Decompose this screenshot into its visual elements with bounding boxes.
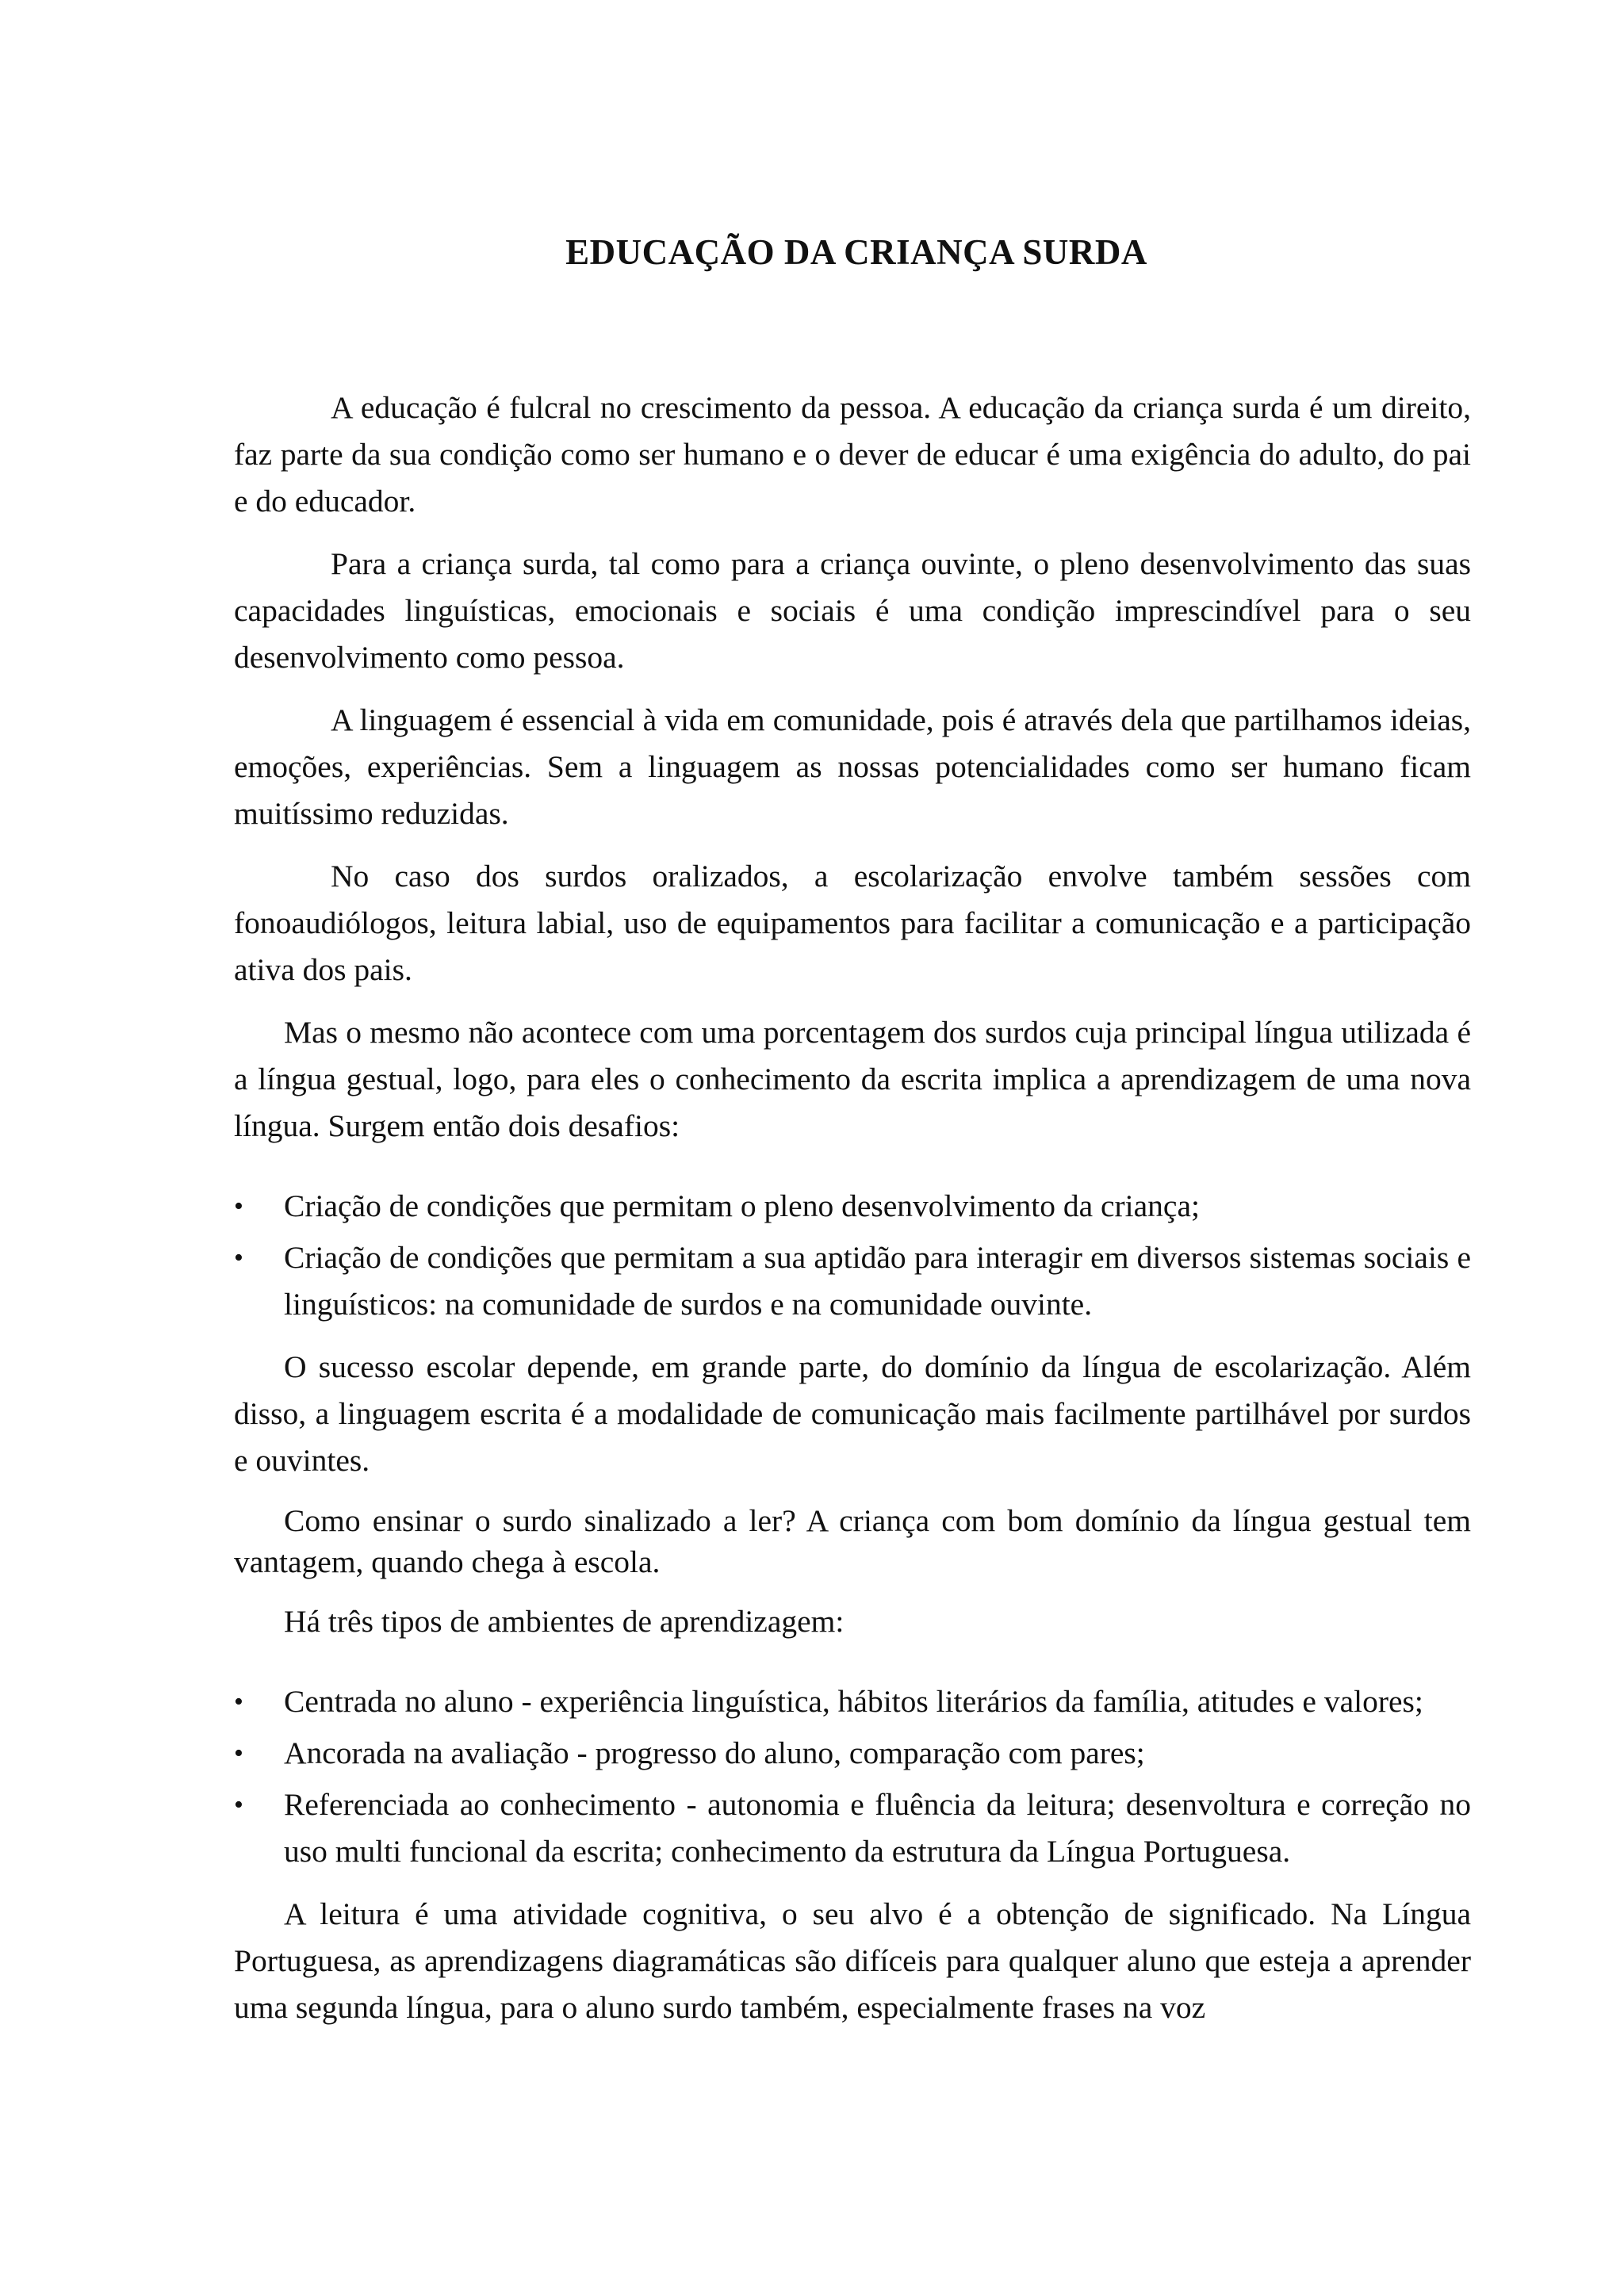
list-item-environment-2 bbox=[234, 1730, 1471, 1777]
bullet-icon: • bbox=[234, 1790, 243, 1820]
paragraph-sign-language-users: Mas o mesmo não acontece com uma porcentagem dos surdos cuja principal língua utilizada é a língua gestual, logo, para eles o conhecimento da escrita implica a aprendizagem de uma nova língua. Surgem então dois desafios: bbox=[234, 1015, 1471, 1143]
list-item-challenge-1 bbox=[234, 1183, 1471, 1230]
challenges-list bbox=[234, 1183, 1471, 1328]
list-item-text: Criação de condições que permitam a sua aptidão para interagir em diversos sistemas sociais e linguísticos: na comunidade de surdos e na comunidade ouvinte. bbox=[284, 1240, 1471, 1322]
paragraph-reading-cognitive: A leitura é uma atividade cognitiva, o seu alvo é a obtenção de significado. Na Língua Portuguesa, as aprendizagens diagramáticas são difíceis para qualquer aluno que esteja a aprender uma segunda língua, para o aluno surdo também, especialmente frases na voz bbox=[234, 1896, 1471, 2025]
bullet-icon: • bbox=[234, 1739, 243, 1768]
paragraph-oralized-deaf: No caso dos surdos oralizados, a escolarização envolve também sessões com fonoaudiólogos, leitura labial, uso de equipamentos para facilitar a comunicação e a participação ativa dos pais. bbox=[234, 859, 1471, 987]
list-item-text: Criação de condições que permitam o pleno desenvolvimento da criança; bbox=[284, 1188, 1200, 1223]
bullet-icon: • bbox=[234, 1192, 243, 1221]
paragraph-school-success: O sucesso escolar depende, em grande parte, do domínio da língua de escolarização. Além disso, a linguagem escrita é a modalidade de comunicação mais facilmente partilhável por surdos e ouvintes. bbox=[234, 1349, 1471, 1478]
list-item-environment-3 bbox=[234, 1781, 1471, 1875]
paragraph-language-essential: A linguagem é essencial à vida em comunidade, pois é através dela que partilhamos ideias, emoções, experiências. Sem a linguagem as nossas potencialidades como ser humano ficam muitíssimo reduzidas. bbox=[234, 702, 1471, 831]
environments-list bbox=[234, 1678, 1471, 1875]
bullet-icon: • bbox=[234, 1687, 243, 1716]
list-item-environment-1 bbox=[234, 1678, 1471, 1725]
paragraph-education-fundamental: A educação é fulcral no crescimento da pessoa. A educação da criança surda é um direito, faz parte da sua condição como ser humano e o dever de educar é uma exigência do adulto, do pai e do educador. bbox=[234, 390, 1471, 519]
list-item-challenge-2 bbox=[234, 1234, 1471, 1328]
list-item-text: Centrada no aluno - experiência linguística, hábitos literários da família, atitudes e valores; bbox=[284, 1684, 1423, 1719]
paragraph-teach-reading: Como ensinar o surdo sinalizado a ler? A criança com bom domínio da língua gestual tem vantagem, quando chega à escola. bbox=[234, 1503, 1471, 1579]
document-title: EDUCAÇÃO DA CRIANÇA SURDA bbox=[565, 232, 1147, 272]
document-body bbox=[234, 385, 1471, 2047]
list-item-text: Ancorada na avaliação - progresso do aluno, comparação com pares; bbox=[284, 1735, 1145, 1770]
paragraph-full-development: Para a criança surda, tal como para a criança ouvinte, o pleno desenvolvimento das suas capacidades linguísticas, emocionais e sociais é uma condição imprescindível para o seu desenvolvimento como pessoa. bbox=[234, 546, 1471, 675]
bullet-icon: • bbox=[234, 1243, 243, 1272]
paragraph-learning-environments-intro: Há três tipos de ambientes de aprendizagem: bbox=[284, 1604, 845, 1639]
list-item-text: Referenciada ao conhecimento - autonomia e fluência da leitura; desenvoltura e correção no uso multi funcional da escrita; conhecimento da estrutura da Língua Portuguesa. bbox=[284, 1787, 1471, 1869]
